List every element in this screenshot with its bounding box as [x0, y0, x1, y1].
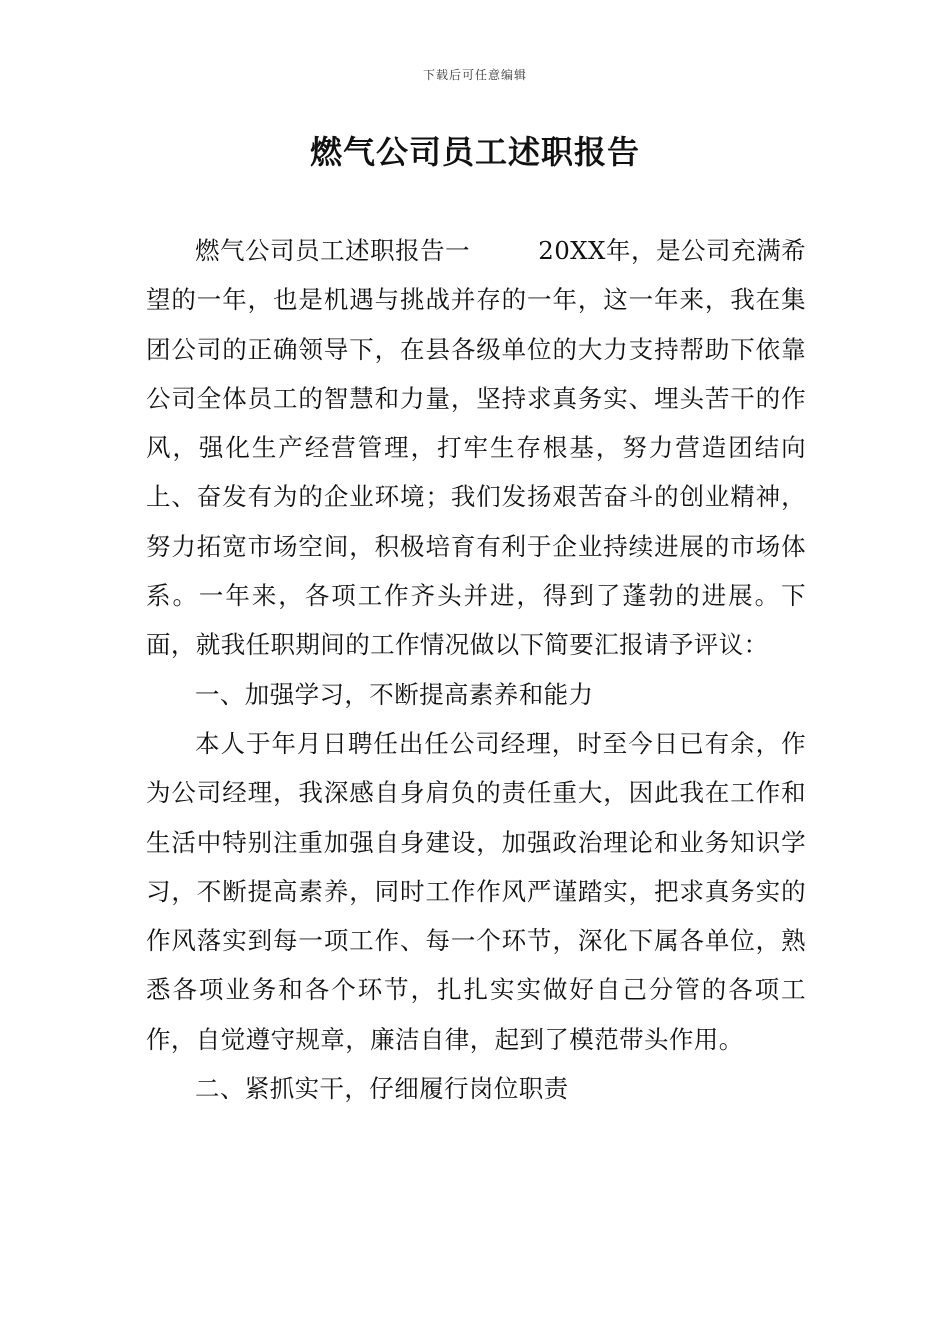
document-title: 燃气公司员工述职报告	[309, 133, 640, 171]
section-heading-2: 二、紧抓实干，仔细履行岗位职责	[195, 1074, 569, 1104]
intro-paragraph	[146, 226, 806, 670]
document-body	[146, 226, 806, 1113]
section-1-paragraph: 本人于年月日聘任出任公司经理，时至今日已有余，作为公司经理，我深感自身肩负的责任重大，因此我在工作和生活中特别注重加强自身建设，加强政治理论和业务知识学习，不断提高素养，同时工作作风严谨踏实，把求真务实的作风落实到每一项工作、每一个环节，深化下属各单位，熟悉各项业务和各个环节，扎扎实实做好自己分管的各项工作，自觉遵守规章，廉洁自律，起到了模范带头作用。	[146, 728, 806, 1054]
header-note: 下载后可任意编辑	[422, 68, 527, 82]
intro-body-text: 20XX年，是公司充满希望的一年，也是机遇与挑战并存的一年，这一年来，我在集团公司的正确领导下，在县各级单位的大力支持帮助下依靠公司全体员工的智慧和力量，坚持求真务实、埋头苦干的作风，强化生产经营管理，打牢生存根基，努力营造团结向上、奋发有为的企业环境；我们发扬艰苦奋斗的创业精神，努力拓宽市场空间，积极培育有利于企业持续进展的市场体系。一年来，各项工作齐头并进，得到了蓬勃的进展。下面，就我任职期间的工作情况做以下简要汇报请予评议：	[146, 236, 807, 660]
intro-lead-text: 燃气公司员工述职报告一	[195, 236, 471, 265]
section-heading-1: 一、加强学习，不断提高素养和能力	[195, 679, 594, 709]
